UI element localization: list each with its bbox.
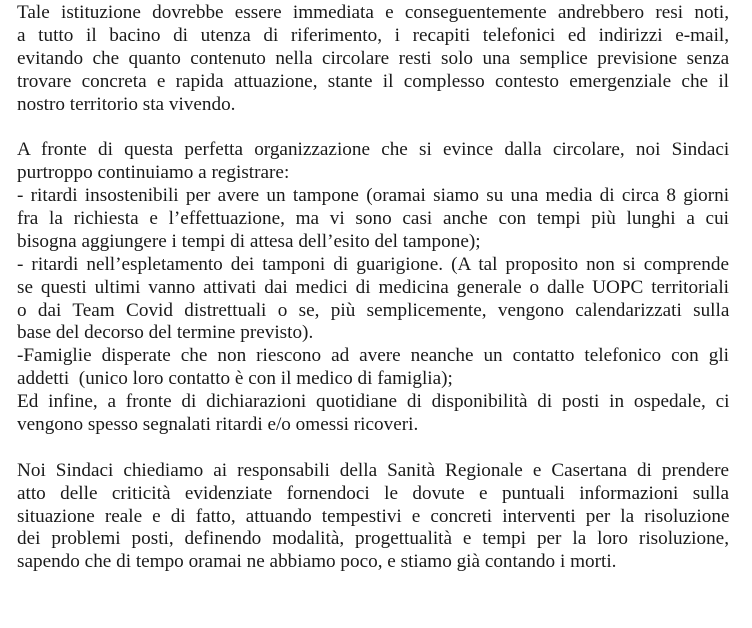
text-line: situazione reale e di fatto, attuando tempestivi e concreti interventi per la risoluzione	[17, 505, 730, 527]
list-item-line: -Famiglie disperate che non riescono ad avere neanche un contatto telefonico con gli	[17, 345, 729, 367]
document-body	[17, 2, 729, 597]
paragraph-3	[17, 460, 729, 574]
list-item-line: addetti (unico loro contatto è con il medico di famiglia);	[17, 368, 453, 390]
text-line: atto delle criticità evidenziate fornendoci le dovute e puntuali informazioni sulla	[17, 482, 729, 504]
list-item-line: bisogna aggiungere i tempi di attesa dell’esito del tampone);	[17, 230, 481, 252]
list-item-line: - ritardi nell’espletamento dei tamponi di guarigione. (A tal proposito non si comprende	[17, 253, 729, 275]
list-item-line: se questi ultimi vanno attivati dai medici di medicina generale o dalle UOPC territoriali	[17, 276, 729, 298]
list-item-line: fra la richiesta e l’effettuazione, ma vi sono casi anche con tempi più lunghi a cui	[17, 208, 730, 230]
text-line: Ed infine, a fronte di dichiarazioni quotidiane di disponibilità di posti in ospedale, ci	[17, 391, 730, 413]
text-line: A fronte di questa perfetta organizzazione che si evince dalla circolare, noi Sindaci	[17, 139, 730, 161]
text-line: a tutto il bacino di utenza di riferimento, i recapiti telefonici ed indirizzi e-mail,	[17, 24, 730, 46]
text-line: vengono spesso segnalati ritardi e/o omessi ricoveri.	[17, 414, 419, 436]
text-line: Noi Sindaci chiediamo ai responsabili della Sanità Regionale e Casertana di prendere	[17, 459, 729, 481]
paragraph-2	[17, 139, 729, 437]
text-line: dei problemi posti, definendo modalità, progettualità e tempi per la loro risoluzione,	[17, 528, 729, 550]
text-line: trovare concreta e rapida attuazione, stante il complesso contesto emergenziale che il	[17, 70, 729, 92]
text-line: Tale istituzione dovrebbe essere immediata e conseguentemente andrebbero resi noti,	[17, 2, 729, 23]
list-item-line: base del decorso del termine previsto).	[17, 322, 314, 344]
list-item-line: - ritardi insostenibili per avere un tampone (oramai siamo su una media di circa 8 giorni	[17, 185, 730, 207]
text-line: purtroppo continuiamo a registrare:	[17, 162, 290, 184]
text-line: sapendo che di tempo oramai ne abbiamo poco, e stiamo già contando i morti.	[17, 551, 617, 573]
paragraph-1	[17, 2, 729, 116]
text-line: nostro territorio sta vivendo.	[17, 93, 236, 115]
text-line: evitando che quanto contenuto nella circolare resti solo una semplice previsione senza	[17, 47, 730, 69]
list-item-line: o dai Team Covid distrettuali o se, più semplicemente, vengono calendarizzati sulla	[17, 299, 730, 321]
